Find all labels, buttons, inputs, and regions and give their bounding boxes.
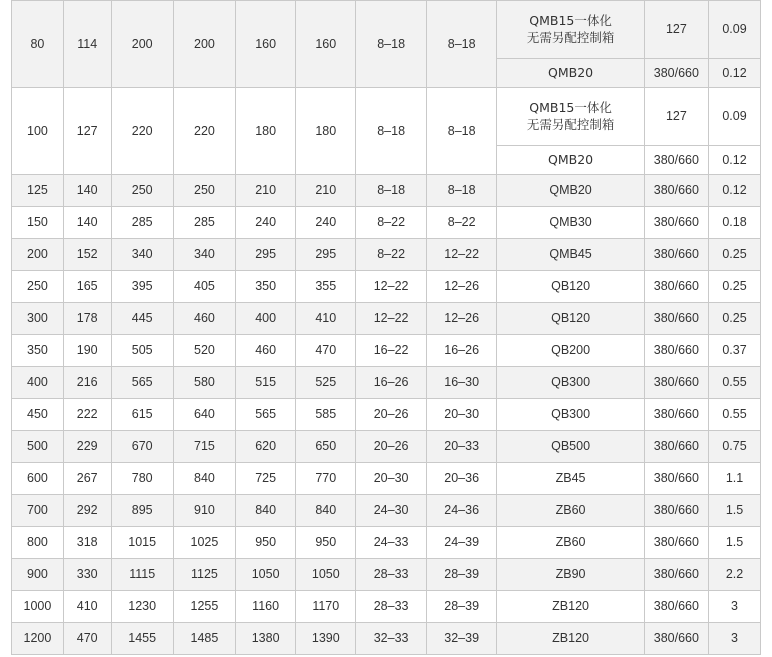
cell-r2-c7: 8–18	[426, 175, 497, 207]
cell-r16-c2: 1455	[111, 623, 173, 655]
cell-r10-c5: 650	[296, 431, 356, 463]
cell-r14-c10: 2.2	[709, 559, 761, 591]
cell-r8-c0: 400	[12, 367, 64, 399]
cell-r1-c0: 100	[12, 88, 64, 175]
cell-r13-c5: 950	[296, 527, 356, 559]
cell-r11-c4: 725	[236, 463, 296, 495]
cell-r5-c5: 355	[296, 271, 356, 303]
cell-r15-c3: 1255	[173, 591, 235, 623]
cell-r16-c6: 32–33	[356, 623, 427, 655]
cell-r8-c5: 525	[296, 367, 356, 399]
table-row	[12, 207, 761, 239]
cell-r1-c1: 127	[63, 88, 111, 175]
cell-r13-c3: 1025	[173, 527, 235, 559]
cell-r13-c1: 318	[63, 527, 111, 559]
cell-r2-c0: 125	[12, 175, 64, 207]
cell-r10-c8: QB500	[497, 431, 644, 463]
cell-r9-c3: 640	[173, 399, 235, 431]
cell-r10-c10: 0.75	[709, 431, 761, 463]
cell-r8-c2: 565	[111, 367, 173, 399]
cell-r8-c3: 580	[173, 367, 235, 399]
cell-r1-c6: 8–18	[356, 88, 427, 175]
cell-r5-c4: 350	[236, 271, 296, 303]
cell-r16-c4: 1380	[236, 623, 296, 655]
cell-r5-c10: 0.25	[709, 271, 761, 303]
cell-r9-c6: 20–26	[356, 399, 427, 431]
cell-r11-c3: 840	[173, 463, 235, 495]
cell-r5-c2: 395	[111, 271, 173, 303]
cell-r15-c4: 1160	[236, 591, 296, 623]
cell-r8-c9: 380/660	[644, 367, 708, 399]
cell-r4-c9: 380/660	[644, 239, 708, 271]
cell-r16-c5: 1390	[296, 623, 356, 655]
cell-r9-c2: 615	[111, 399, 173, 431]
cell-r3-c6: 8–22	[356, 207, 427, 239]
cell-r2-c4: 210	[236, 175, 296, 207]
table-row	[12, 527, 761, 559]
cell-r9-c10: 0.55	[709, 399, 761, 431]
cell-r8-c10: 0.55	[709, 367, 761, 399]
cell-r10-c6: 20–26	[356, 431, 427, 463]
cell-r6-c10: 0.25	[709, 303, 761, 335]
cell-r1-controller-a: QMB15一体化 无需另配控制箱	[497, 88, 644, 146]
cell-r7-c0: 350	[12, 335, 64, 367]
cell-r4-c6: 8–22	[356, 239, 427, 271]
cell-r14-c4: 1050	[236, 559, 296, 591]
cell-r0-c1: 114	[63, 1, 111, 88]
cell-r12-c2: 895	[111, 495, 173, 527]
cell-r6-c9: 380/660	[644, 303, 708, 335]
specification-table	[11, 0, 761, 655]
cell-r4-c1: 152	[63, 239, 111, 271]
cell-r9-c1: 222	[63, 399, 111, 431]
cell-r13-c2: 1015	[111, 527, 173, 559]
cell-r5-c9: 380/660	[644, 271, 708, 303]
cell-r16-c10: 3	[709, 623, 761, 655]
table-row	[12, 271, 761, 303]
cell-r4-c2: 340	[111, 239, 173, 271]
cell-r16-c1: 470	[63, 623, 111, 655]
cell-r10-c3: 715	[173, 431, 235, 463]
cell-r3-c10: 0.18	[709, 207, 761, 239]
table-row	[12, 175, 761, 207]
cell-r9-c4: 565	[236, 399, 296, 431]
cell-r3-c0: 150	[12, 207, 64, 239]
cell-r16-c8: ZB120	[497, 623, 644, 655]
table-row	[12, 591, 761, 623]
cell-r11-c6: 20–30	[356, 463, 427, 495]
cell-r0-voltage-b: 380/660	[644, 59, 708, 88]
cell-r11-c9: 380/660	[644, 463, 708, 495]
cell-r16-c9: 380/660	[644, 623, 708, 655]
cell-r2-c3: 250	[173, 175, 235, 207]
table-row	[12, 303, 761, 335]
cell-r8-c8: QB300	[497, 367, 644, 399]
cell-r4-c8: QMB45	[497, 239, 644, 271]
cell-r5-c8: QB120	[497, 271, 644, 303]
cell-r11-c5: 770	[296, 463, 356, 495]
cell-r5-c0: 250	[12, 271, 64, 303]
cell-r12-c9: 380/660	[644, 495, 708, 527]
cell-r16-c0: 1200	[12, 623, 64, 655]
cell-r10-c4: 620	[236, 431, 296, 463]
cell-r1-c4: 180	[236, 88, 296, 175]
cell-r11-c1: 267	[63, 463, 111, 495]
cell-r2-c9: 380/660	[644, 175, 708, 207]
cell-r7-c6: 16–22	[356, 335, 427, 367]
cell-r14-c2: 1115	[111, 559, 173, 591]
cell-r5-c3: 405	[173, 271, 235, 303]
table-row	[12, 1, 761, 59]
cell-r11-c7: 20–36	[426, 463, 497, 495]
cell-r14-c9: 380/660	[644, 559, 708, 591]
cell-r15-c9: 380/660	[644, 591, 708, 623]
cell-r8-c1: 216	[63, 367, 111, 399]
cell-r9-c7: 20–30	[426, 399, 497, 431]
cell-r1-power-a: 0.09	[709, 88, 761, 146]
cell-r12-c7: 24–36	[426, 495, 497, 527]
cell-r14-c3: 1125	[173, 559, 235, 591]
cell-r0-c5: 160	[296, 1, 356, 88]
cell-r12-c1: 292	[63, 495, 111, 527]
cell-r7-c7: 16–26	[426, 335, 497, 367]
cell-r6-c4: 400	[236, 303, 296, 335]
cell-r2-c8: QMB20	[497, 175, 644, 207]
cell-r11-c2: 780	[111, 463, 173, 495]
cell-r8-c7: 16–30	[426, 367, 497, 399]
cell-r12-c4: 840	[236, 495, 296, 527]
cell-r3-c1: 140	[63, 207, 111, 239]
cell-r12-c5: 840	[296, 495, 356, 527]
cell-r14-c7: 28–39	[426, 559, 497, 591]
cell-r10-c0: 500	[12, 431, 64, 463]
cell-r13-c4: 950	[236, 527, 296, 559]
cell-r2-c6: 8–18	[356, 175, 427, 207]
cell-r0-c0: 80	[12, 1, 64, 88]
cell-r10-c1: 229	[63, 431, 111, 463]
cell-r1-power-b: 0.12	[709, 146, 761, 175]
cell-r7-c5: 470	[296, 335, 356, 367]
cell-r14-c1: 330	[63, 559, 111, 591]
table-row	[12, 559, 761, 591]
cell-r15-c8: ZB120	[497, 591, 644, 623]
cell-r2-c1: 140	[63, 175, 111, 207]
cell-r11-c8: ZB45	[497, 463, 644, 495]
cell-r9-c0: 450	[12, 399, 64, 431]
cell-r6-c1: 178	[63, 303, 111, 335]
cell-r12-c8: ZB60	[497, 495, 644, 527]
cell-r4-c5: 295	[296, 239, 356, 271]
cell-r5-c6: 12–22	[356, 271, 427, 303]
cell-r15-c5: 1170	[296, 591, 356, 623]
cell-r3-c8: QMB30	[497, 207, 644, 239]
cell-r1-c3: 220	[173, 88, 235, 175]
cell-r7-c8: QB200	[497, 335, 644, 367]
cell-r9-c5: 585	[296, 399, 356, 431]
cell-r6-c8: QB120	[497, 303, 644, 335]
cell-r14-c8: ZB90	[497, 559, 644, 591]
cell-r8-c4: 515	[236, 367, 296, 399]
cell-r6-c2: 445	[111, 303, 173, 335]
cell-r7-c10: 0.37	[709, 335, 761, 367]
cell-r15-c2: 1230	[111, 591, 173, 623]
cell-r2-c2: 250	[111, 175, 173, 207]
cell-r3-c2: 285	[111, 207, 173, 239]
table-row	[12, 431, 761, 463]
cell-r5-c1: 165	[63, 271, 111, 303]
cell-r5-c7: 12–26	[426, 271, 497, 303]
cell-r14-c6: 28–33	[356, 559, 427, 591]
cell-r14-c5: 1050	[296, 559, 356, 591]
cell-r0-c7: 8–18	[426, 1, 497, 88]
cell-r6-c5: 410	[296, 303, 356, 335]
table-row	[12, 463, 761, 495]
cell-r0-c2: 200	[111, 1, 173, 88]
table-row	[12, 239, 761, 271]
cell-r0-c6: 8–18	[356, 1, 427, 88]
cell-r1-c5: 180	[296, 88, 356, 175]
cell-r12-c10: 1.5	[709, 495, 761, 527]
table-row	[12, 335, 761, 367]
cell-r0-voltage-a: 127	[644, 1, 708, 59]
cell-r3-c5: 240	[296, 207, 356, 239]
cell-r13-c9: 380/660	[644, 527, 708, 559]
cell-r10-c9: 380/660	[644, 431, 708, 463]
cell-r0-c3: 200	[173, 1, 235, 88]
cell-r7-c2: 505	[111, 335, 173, 367]
cell-r2-c10: 0.12	[709, 175, 761, 207]
cell-r15-c10: 3	[709, 591, 761, 623]
cell-r0-c4: 160	[236, 1, 296, 88]
cell-r3-c3: 285	[173, 207, 235, 239]
cell-r15-c1: 410	[63, 591, 111, 623]
cell-r13-c6: 24–33	[356, 527, 427, 559]
cell-r13-c8: ZB60	[497, 527, 644, 559]
cell-r0-controller-a: QMB15一体化 无需另配控制箱	[497, 1, 644, 59]
cell-r4-c10: 0.25	[709, 239, 761, 271]
table-body	[12, 1, 761, 655]
cell-r6-c7: 12–26	[426, 303, 497, 335]
cell-r9-c9: 380/660	[644, 399, 708, 431]
cell-r10-c2: 670	[111, 431, 173, 463]
cell-r1-voltage-a: 127	[644, 88, 708, 146]
cell-r11-c10: 1.1	[709, 463, 761, 495]
cell-r12-c0: 700	[12, 495, 64, 527]
cell-r7-c1: 190	[63, 335, 111, 367]
cell-r4-c3: 340	[173, 239, 235, 271]
cell-r15-c6: 28–33	[356, 591, 427, 623]
cell-r7-c3: 520	[173, 335, 235, 367]
cell-r6-c6: 12–22	[356, 303, 427, 335]
cell-r3-c9: 380/660	[644, 207, 708, 239]
cell-r13-c10: 1.5	[709, 527, 761, 559]
cell-r1-c7: 8–18	[426, 88, 497, 175]
cell-r9-c8: QB300	[497, 399, 644, 431]
cell-r12-c6: 24–30	[356, 495, 427, 527]
cell-r4-c7: 12–22	[426, 239, 497, 271]
table-row	[12, 495, 761, 527]
cell-r7-c9: 380/660	[644, 335, 708, 367]
cell-r0-controller-b: QMB20	[497, 59, 644, 88]
cell-r13-c0: 800	[12, 527, 64, 559]
cell-r1-controller-b: QMB20	[497, 146, 644, 175]
cell-r11-c0: 600	[12, 463, 64, 495]
table-row	[12, 367, 761, 399]
cell-r3-c4: 240	[236, 207, 296, 239]
cell-r1-c2: 220	[111, 88, 173, 175]
cell-r12-c3: 910	[173, 495, 235, 527]
cell-r3-c7: 8–22	[426, 207, 497, 239]
cell-r15-c0: 1000	[12, 591, 64, 623]
cell-r16-c7: 32–39	[426, 623, 497, 655]
table-row	[12, 88, 761, 146]
cell-r2-c5: 210	[296, 175, 356, 207]
cell-r6-c0: 300	[12, 303, 64, 335]
table-row	[12, 623, 761, 655]
table-row	[12, 399, 761, 431]
cell-r4-c4: 295	[236, 239, 296, 271]
cell-r15-c7: 28–39	[426, 591, 497, 623]
cell-r10-c7: 20–33	[426, 431, 497, 463]
cell-r0-power-b: 0.12	[709, 59, 761, 88]
cell-r1-voltage-b: 380/660	[644, 146, 708, 175]
cell-r14-c0: 900	[12, 559, 64, 591]
cell-r6-c3: 460	[173, 303, 235, 335]
cell-r16-c3: 1485	[173, 623, 235, 655]
cell-r4-c0: 200	[12, 239, 64, 271]
cell-r7-c4: 460	[236, 335, 296, 367]
cell-r8-c6: 16–26	[356, 367, 427, 399]
cell-r0-power-a: 0.09	[709, 1, 761, 59]
cell-r13-c7: 24–39	[426, 527, 497, 559]
